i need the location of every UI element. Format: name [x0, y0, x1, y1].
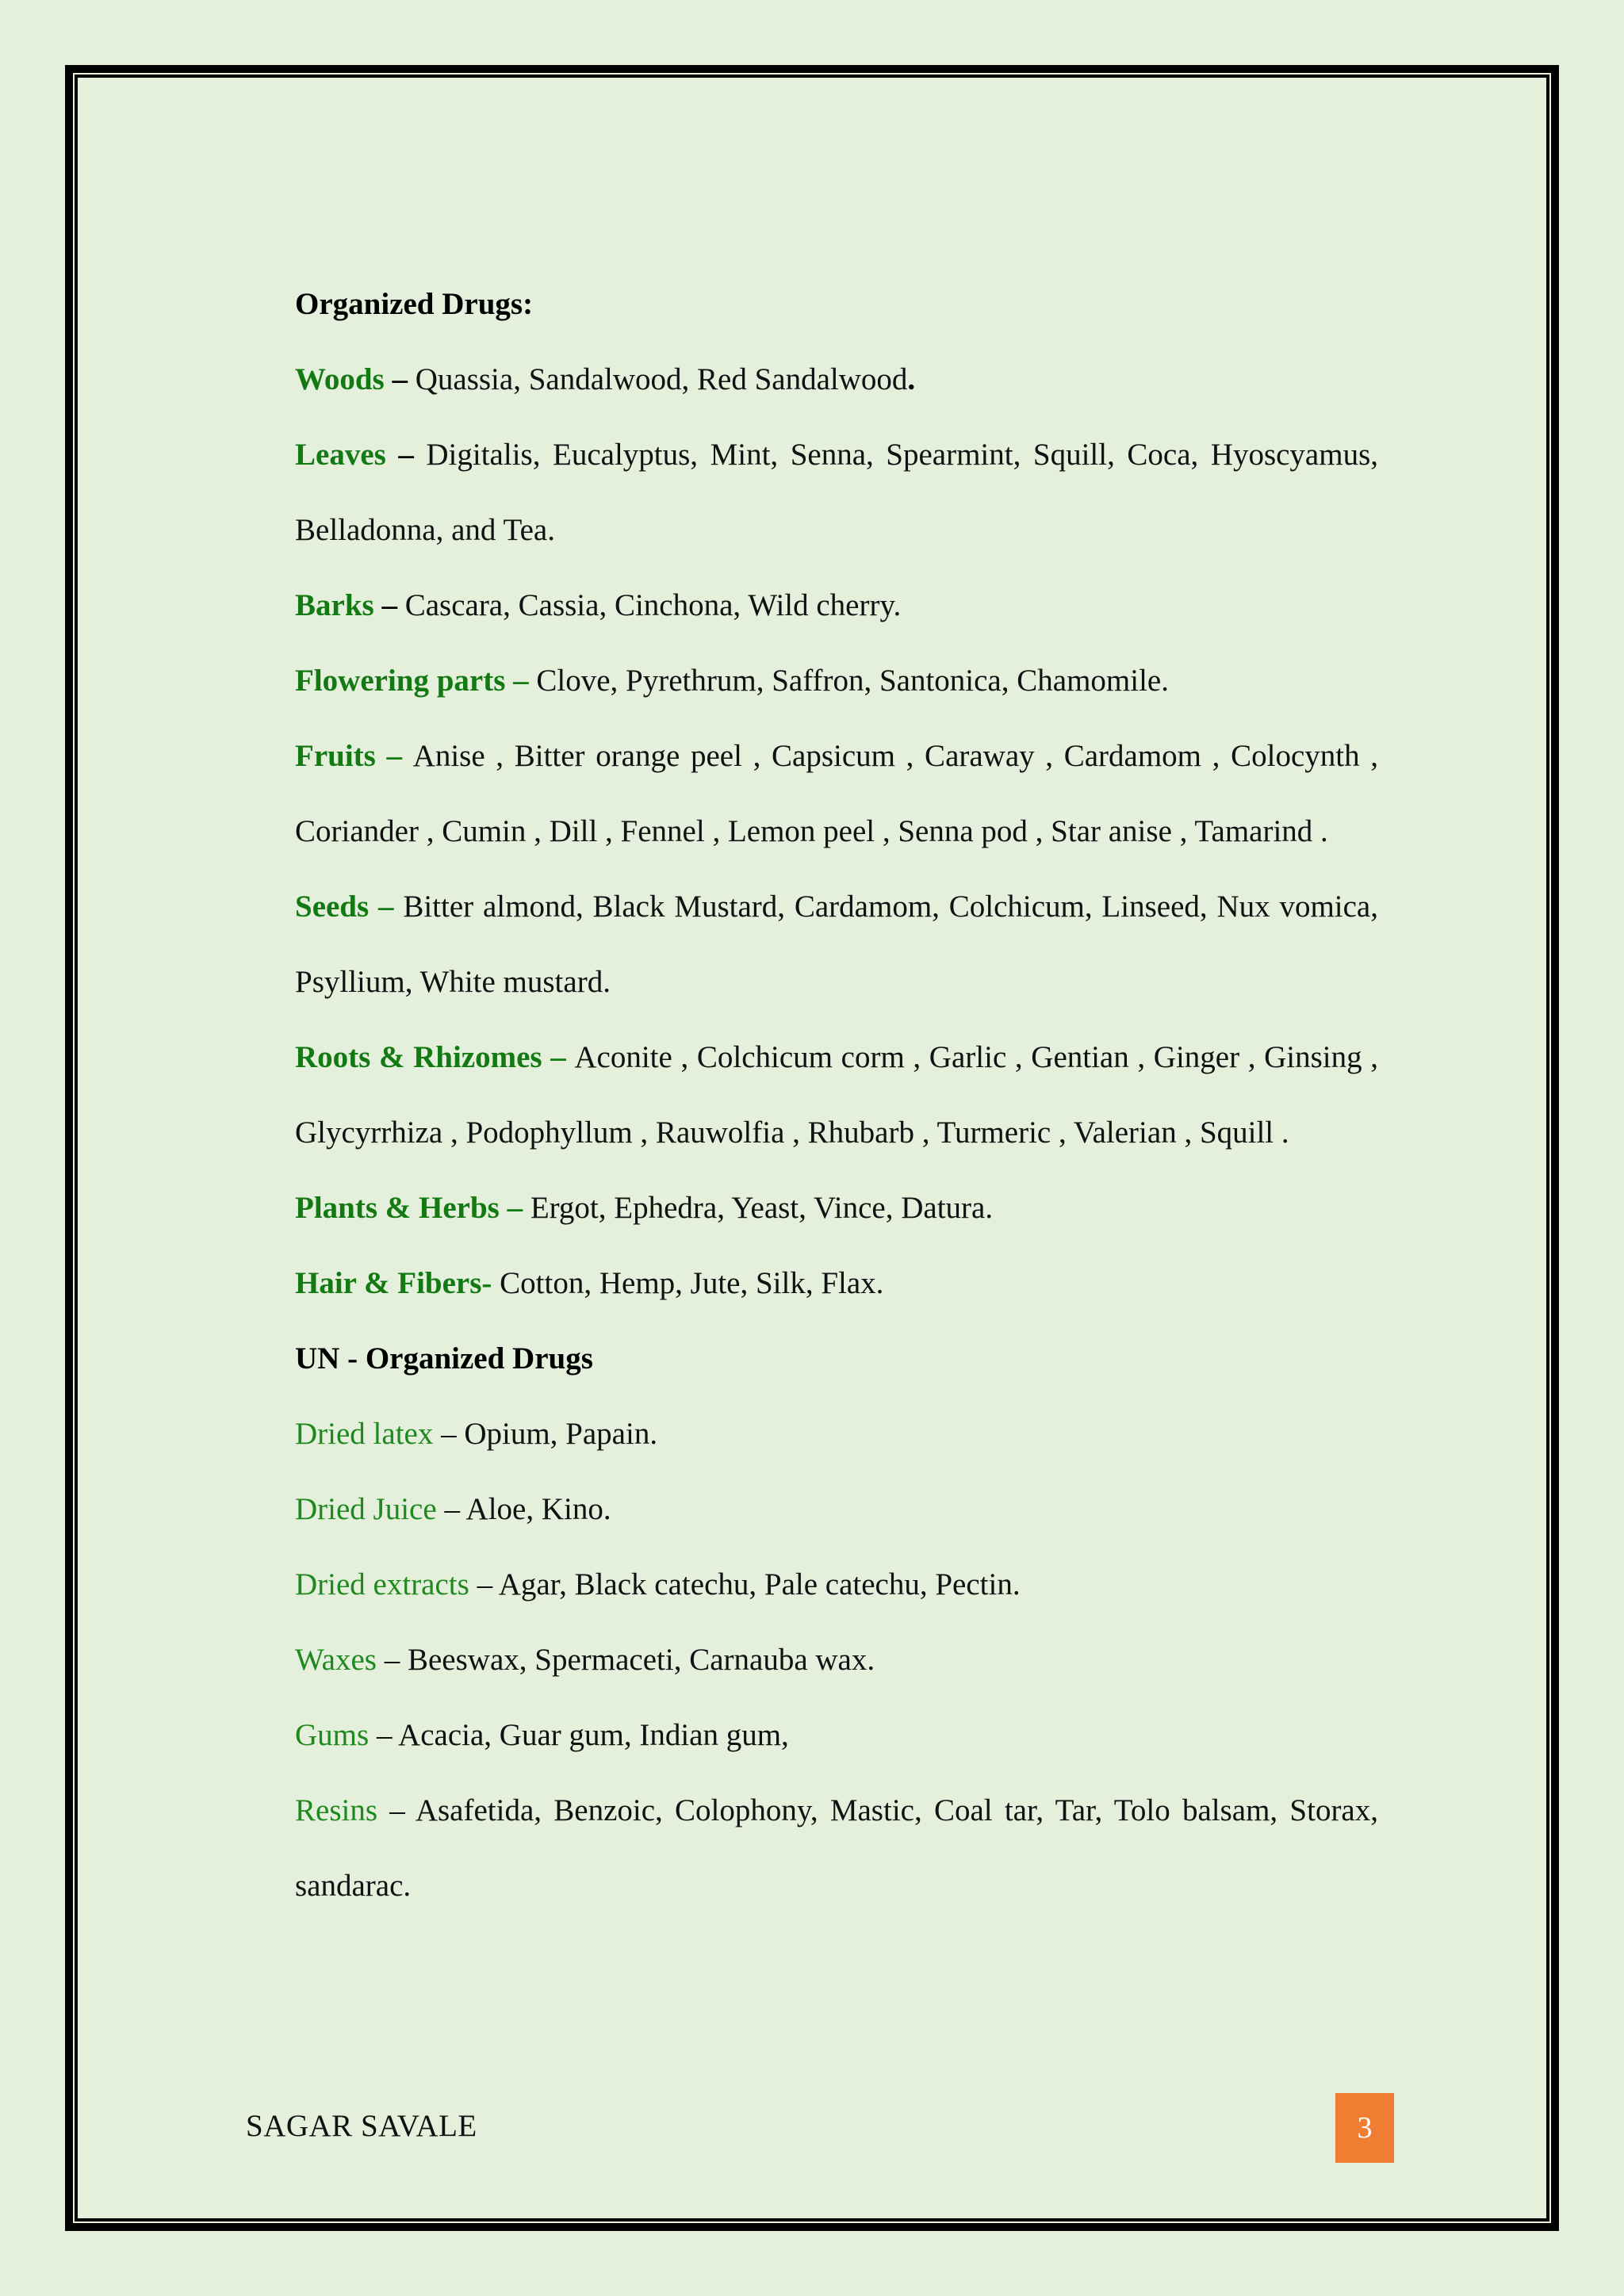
page-number-badge: 3	[1335, 2093, 1394, 2163]
item-text: Digitalis, Eucalyptus, Mint, Senna, Spearmint, Squill, Coca, Hyoscyamus, Belladonna, and Tea.	[295, 438, 1379, 547]
organized-item-seeds	[295, 869, 1378, 1020]
item-term: Dried extracts	[295, 1567, 469, 1601]
item-separator: –	[505, 664, 537, 698]
item-separator: –	[375, 739, 413, 773]
item-text: Beeswax, Spermaceti, Carnauba wax.	[407, 1643, 875, 1677]
item-text: Bitter almond, Black Mustard, Cardamom, Colchicum, Linseed, Nux vomica, Psyllium, White mustard.	[295, 890, 1378, 999]
unorganized-item-resins	[295, 1773, 1378, 1923]
item-term: Fruits	[295, 739, 376, 773]
item-separator: –	[436, 1492, 466, 1526]
organized-item-flowering-parts	[295, 643, 1378, 718]
item-text: Agar, Black catechu, Pale catechu, Pectin.	[498, 1567, 1021, 1601]
organized-item-barks	[295, 568, 1378, 643]
organized-drugs-heading: Organized Drugs:	[295, 287, 534, 321]
item-term: Gums	[295, 1718, 370, 1752]
unorganized-drugs-heading: UN - Organized Drugs	[295, 1341, 593, 1376]
item-text: Aloe, Kino.	[465, 1492, 611, 1526]
item-separator	[492, 1266, 500, 1300]
item-term: Roots & Rhizomes	[295, 1040, 542, 1074]
item-term: Seeds	[295, 890, 370, 924]
organized-item-hair-fibers	[295, 1246, 1378, 1321]
organized-item-fruits	[295, 718, 1378, 869]
organized-item-woods	[295, 342, 1378, 417]
item-separator: –	[373, 588, 405, 622]
unorganized-item-dried-extracts	[295, 1547, 1378, 1622]
unorganized-item-dried-latex	[295, 1396, 1378, 1471]
item-text: Opium, Papain.	[464, 1417, 658, 1451]
unorganized-item-dried-juice	[295, 1471, 1378, 1547]
unorganized-item-gums	[295, 1697, 1378, 1773]
item-separator: –	[369, 890, 404, 924]
footer-author: SAGAR SAVALE	[246, 2109, 477, 2143]
page-content	[295, 266, 1378, 1923]
item-term: Woods	[295, 362, 385, 396]
organized-item-leaves	[295, 417, 1378, 568]
item-separator: –	[542, 1040, 575, 1074]
item-term: Plants & Herbs	[295, 1191, 500, 1225]
item-term: Hair & Fibers-	[295, 1266, 492, 1300]
item-text: Acacia, Guar gum, Indian gum,	[398, 1718, 789, 1752]
item-term: Dried latex	[295, 1417, 434, 1451]
item-tail: .	[907, 362, 916, 396]
item-separator: –	[499, 1191, 530, 1225]
item-text: Ergot, Ephedra, Yeast, Vince, Datura.	[530, 1191, 994, 1225]
item-separator: –	[385, 438, 427, 472]
organized-item-roots-rhizomes	[295, 1020, 1378, 1170]
organized-item-plants-herbs	[295, 1170, 1378, 1246]
item-text: Quassia, Sandalwood, Red Sandalwood	[415, 362, 908, 396]
item-term: Resins	[295, 1793, 378, 1827]
item-term: Barks	[295, 588, 374, 622]
item-term: Flowering parts	[295, 664, 506, 698]
item-text: Aconite , Colchicum corm , Garlic , Gentian , Ginger , Ginsing , Glycyrrhiza , Podophyllum , Rauwolfia , Rhubarb , Turmeric , Valerian , Squill .	[295, 1040, 1379, 1150]
item-text: Cotton, Hemp, Jute, Silk, Flax.	[500, 1266, 884, 1300]
item-text: Asafetida, Benzoic, Colophony, Mastic, Coal tar, Tar, Tolo balsam, Storax, sandarac.	[295, 1793, 1378, 1903]
item-separator: –	[369, 1718, 399, 1752]
item-separator: –	[377, 1793, 416, 1827]
item-term: Dried Juice	[295, 1492, 437, 1526]
item-text: Cascara, Cassia, Cinchona, Wild cherry.	[404, 588, 902, 622]
unorganized-item-waxes	[295, 1622, 1378, 1697]
item-term: Leaves	[295, 438, 386, 472]
item-text: Anise , Bitter orange peel , Capsicum , Caraway , Cardamom , Colocynth , Coriander , Cumin , Dill , Fennel , Lemon peel , Senna pod , Star anise , Tamarind .	[295, 739, 1378, 848]
item-term: Waxes	[295, 1643, 377, 1677]
item-separator: –	[469, 1567, 499, 1601]
item-separator: –	[433, 1417, 465, 1451]
item-separator: –	[376, 1643, 408, 1677]
item-separator: –	[384, 362, 416, 396]
item-text: Clove, Pyrethrum, Saffron, Santonica, Chamomile.	[536, 664, 1169, 698]
